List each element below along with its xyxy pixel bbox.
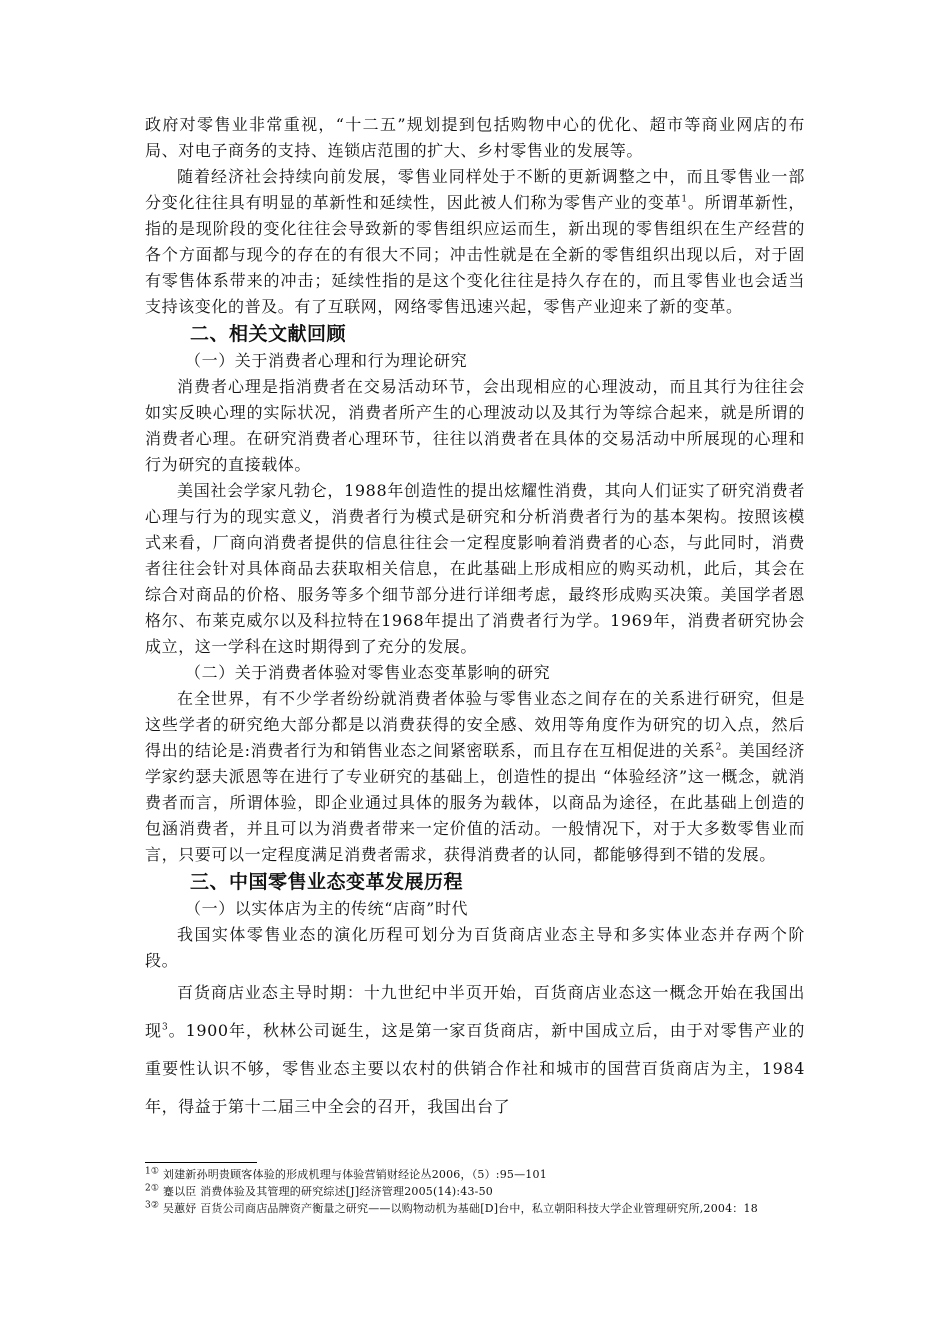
document-body <box>145 112 805 1126</box>
paragraph: 美国社会学家凡勃仑，1988年创造性的提出炫耀性消费，其向人们证实了研究消费者心理与行为的现实意义，消费者行为模式是研究和分析消费者行为的基本架构。按照该模式来看，厂商向消费者提供的信息往往会一定程度影响着消费者的心态，与此同时，消费者往往会针对具体商品去获取相关信息，在此基础上形成相应的购买动机，此后，其会在综合对商品的价格、服务等多个细节部分进行详细考虑，最终形成购买决策。美国学者恩格尔、布莱克威尔以及科拉特在1968年提出了消费者行为学。1969年，消费者研究协会成立，这一学科在这时期得到了充分的发展。 <box>145 481 805 656</box>
paragraph <box>145 164 805 320</box>
footnote-mark: 3② <box>145 1200 160 1211</box>
subsection-heading: （二）关于消费者体验对零售业态变革影响的研究 <box>185 663 551 682</box>
footnote-text: 蹇以臣 消费体验及其管理的研究综述[J]经济管理2005(14):43-50 <box>162 1185 493 1198</box>
paragraph <box>145 686 805 868</box>
footnote-mark: 2① <box>145 1183 160 1194</box>
footnote-ref: 1 <box>681 194 688 205</box>
text-run: 。1900年，秋林公司诞生，这是第一家百货商店，新中国成立后，由于对零售产业的重要性认识不够，零售业态主要以农村的供销合作社和城市的国营百货商店为主，1984年，得益于第十二届三中全会的召开，我国出台了 <box>145 1021 805 1116</box>
text-run: 随着经济社会持续向前发展，零售业同样处于不断的更新调整之中，而且零售业一部分变化往往具有明显的革新性和延续性，因此被人们称为零售产业的变革 <box>145 167 805 212</box>
paragraph: 消费者心理是指消费者在交易活动环节，会出现相应的心理波动，而且其行为往往会如实反映心理的实际状况，消费者所产生的心理波动以及其行为等综合起来，就是所谓的消费者心理。在研究消费者心理环节，往往以消费者在具体的交易活动中所展现的心理和行为研究的直接载体。 <box>145 377 805 474</box>
paragraph: 政府对零售业非常重视，“十二五”规划提到包括购物中心的优化、超市等商业网店的布局、对电子商务的支持、连锁店范围的扩大、乡村零售业的发展等。 <box>145 115 805 160</box>
section-heading: 二、相关文献回顾 <box>190 323 347 345</box>
text-run: 。所谓革新性，指的是现阶段的变化往往会导致新的零售组织应运而生，新出现的零售组织在生产经营的各个方面都与现今的存在的有很大不同；冲击性就是在全新的零售组织出现以后，对于固有零售体系带来的冲击；延续性指的是这个变化往往是持久存在的，而且零售业也会适当支持该变化的普及。有了互联网，网络零售迅速兴起，零售产业迎来了新的变革。 <box>145 193 805 316</box>
footnote-text: 刘建新孙明贵顾客体验的形成机理与体验营销财经论丛2006，（5）:95—101 <box>162 1168 547 1181</box>
footnote <box>145 1166 810 1183</box>
footnote-ref: 2 <box>715 742 722 753</box>
subsection-heading: （一）以实体店为主的传统“店商”时代 <box>185 899 469 918</box>
text-run: 。美国经济学家约瑟夫派恩等在进行了专业研究的基础上，创造性的提出 “体验经济”这一概念，就消费者而言，所谓体验，即企业通过具体的服务为载体，以商品为途径，在此基础上创造的包涵消费者，并且可以为消费者带来一定价值的活动。一般情况下，对于大多数零售业而言，只要可以一定程度满足消费者需求，获得消费者的认同，都能够得到不错的发展。 <box>145 741 805 864</box>
text-run: 百货商店业态主导时期：十九世纪中半页开始，百货商店业态这一概念开始在我国出现 <box>145 983 805 1040</box>
footnote <box>145 1183 810 1200</box>
footnotes <box>145 1166 810 1217</box>
text-run: 在全世界，有不少学者纷纷就消费者体验与零售业态之间存在的关系进行研究，但是这些学者的研究绝大部分都是以消费获得的安全感、效用等角度作为研究的切入点，然后得出的结论是:消费者行为和销售业态之间紧密联系，而且存在互相促进的关系 <box>145 689 805 760</box>
footnote-mark: 1① <box>145 1166 160 1177</box>
footnote-separator <box>145 1162 257 1163</box>
subsection-heading: （一）关于消费者心理和行为理论研究 <box>185 351 468 370</box>
footnote-ref: 3 <box>161 1022 169 1033</box>
paragraph <box>145 974 805 1126</box>
paragraph: 我国实体零售业态的演化历程可划分为百货商店业态主导和多实体业态并存两个阶段。 <box>145 925 805 970</box>
section-heading: 三、中国零售业态变革发展历程 <box>190 871 464 893</box>
footnote-text: 吴蕙妤 百货公司商店品牌资产衡量之研究——以购物动机为基础[D]台中，私立朝阳科技大学企业管理研究所,2004：18 <box>162 1202 758 1215</box>
footnote <box>145 1200 810 1217</box>
